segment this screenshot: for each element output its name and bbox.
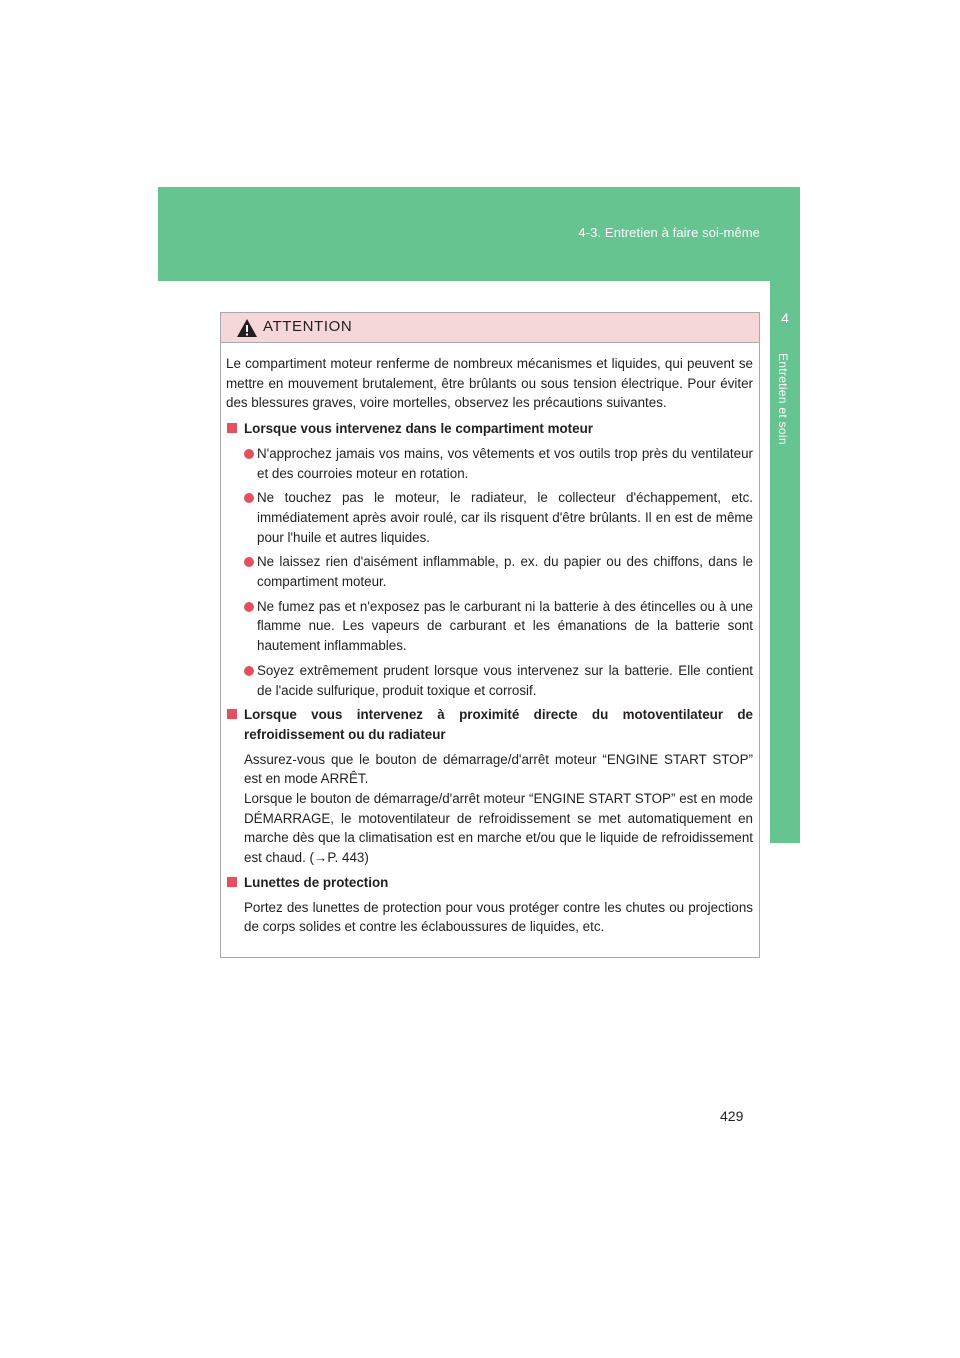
paragraph-line: Assurez-vous que le bouton de démarrage/d'arrêt moteur “ENGINE START STOP” est en mode ARRÊT. — [244, 751, 753, 787]
paragraph — [226, 898, 753, 937]
warning-title: ATTENTION — [263, 318, 353, 335]
chapter-number: 4 — [781, 310, 789, 326]
red-square-icon — [227, 423, 237, 433]
section-heading-text: Lorsque vous intervenez dans le compartiment moteur — [244, 421, 593, 437]
warning-box — [220, 312, 760, 958]
page-number: 429 — [720, 1108, 744, 1124]
chapter-title: Entretien et soin — [776, 353, 790, 445]
list-item-text: Ne laissez rien d'aisément inflammable, p. ex. du papier ou des chiffons, dans le compartiment moteur. — [257, 554, 753, 590]
chapter-side-tab — [770, 281, 800, 843]
warning-triangle-icon — [236, 318, 258, 338]
paragraph-line: Lorsque le bouton de démarrage/d'arrêt moteur “ENGINE START STOP” est en mode DÉMARRAGE, le motoventilateur de refroidissement se met automatiquement en marche dès que la climatisation est en marche et/ou que le liquide de refroidissement est chaud. (→P. 443) — [244, 791, 753, 866]
section-heading-text: Lorsque vous intervenez à proximité directe du motoventilateur de refroidissement ou du radiateur — [244, 707, 753, 742]
red-square-icon — [227, 877, 237, 887]
list-item-text: N'approchez jamais vos mains, vos vêtements et vos outils trop près du ventilateur et des courroies moteur en rotation. — [257, 445, 753, 481]
section-heading-safety-glasses — [226, 873, 753, 893]
red-square-icon — [227, 709, 237, 719]
list-item — [226, 444, 753, 483]
red-bullet-icon — [244, 557, 254, 567]
section-heading-text: Lunettes de protection — [244, 874, 389, 890]
paragraph — [226, 750, 753, 868]
warning-header — [221, 313, 759, 343]
list-item — [226, 661, 753, 700]
paragraph-line: Portez des lunettes de protection pour vous protéger contre les chutes ou projections de corps solides et contre les éclaboussures de liquides, etc. — [244, 899, 753, 935]
list-item-text: Ne fumez pas et n'exposez pas le carburant ni la batterie à des étincelles ou à une flamme nue. Les vapeurs de carburant et les émanations de la batterie sont hautement inflammables. — [257, 598, 753, 654]
list-item — [226, 597, 753, 656]
red-bullet-icon — [244, 666, 254, 676]
warning-intro: Le compartiment moteur renferme de nombreux mécanismes et liquides, qui peuvent se mettre en mouvement brutalement, être brûlants ou sous tension électrique. Pour éviter des blessures graves, voire mortelles, observez les précautions suivantes. — [226, 356, 753, 411]
red-bullet-icon — [244, 449, 254, 459]
section-title: 4-3. Entretien à faire soi-même — [578, 225, 760, 240]
red-bullet-icon — [244, 602, 254, 612]
list-item — [226, 488, 753, 547]
red-bullet-icon — [244, 493, 254, 503]
header-band — [158, 187, 800, 281]
section-heading-engine-compartment — [226, 419, 753, 439]
list-item-text: Ne touchez pas le moteur, le radiateur, le collecteur d'échappement, etc. immédiatement après avoir roulé, car ils risquent d'être brûlants. Il en est de même pour l'huile et autres liquides. — [257, 490, 753, 545]
list-item-text: Soyez extrêmement prudent lorsque vous intervenez sur la batterie. Elle contient de l'acide sulfurique, produit toxique et corrosif. — [257, 662, 753, 698]
warning-body — [221, 343, 759, 937]
list-item — [226, 552, 753, 591]
section-heading-cooling-fan — [226, 705, 753, 744]
